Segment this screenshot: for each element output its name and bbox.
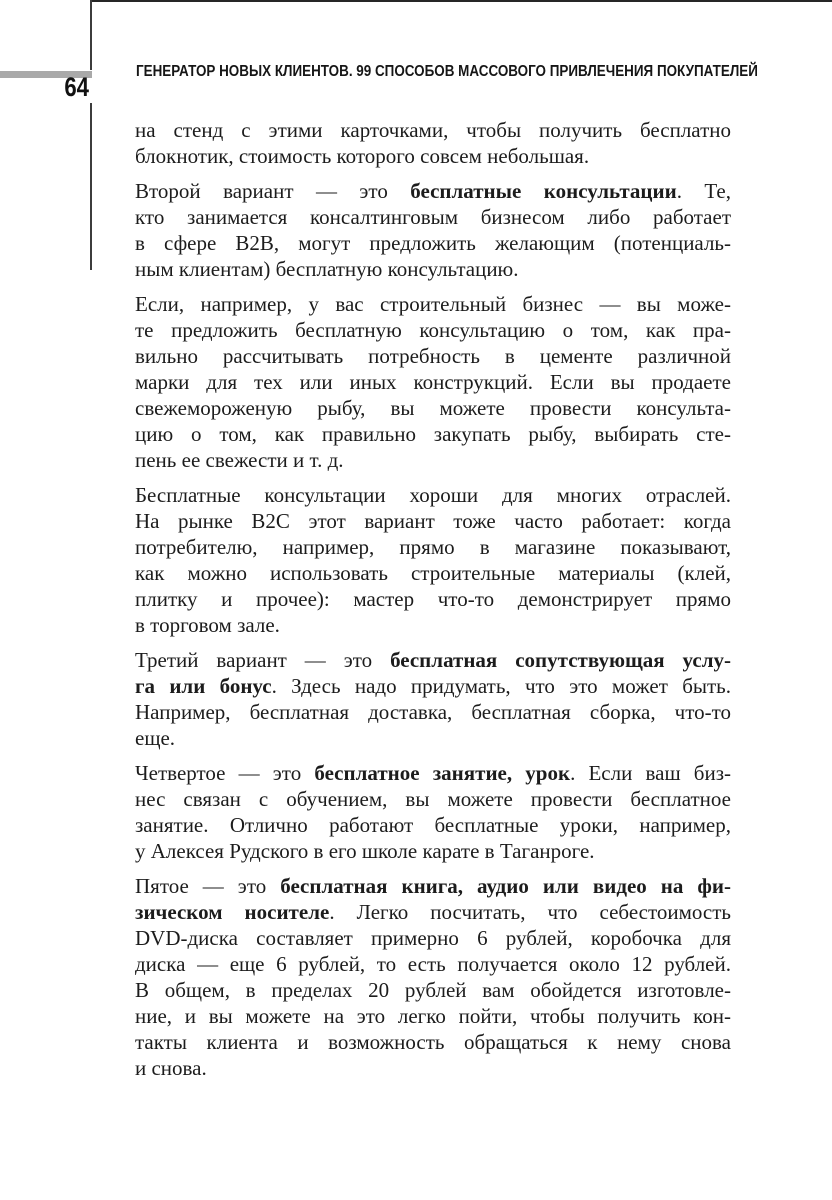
text-line: [135, 812, 731, 838]
text-run: кто занимается консалтинговым бизнесом либо работает: [135, 205, 731, 229]
text-run: свежемороженую рыбу, вы можете провести консульта-: [135, 396, 731, 420]
text-run: Бесплатные консультации хороши для многих отраслей.: [135, 483, 731, 507]
paragraph: [135, 873, 731, 1081]
bold-text-run: бесплатные консультации: [410, 179, 677, 203]
text-line: [135, 586, 731, 612]
text-line: [135, 230, 731, 256]
text-line: [135, 508, 731, 534]
text-line: [135, 143, 731, 169]
bold-text-run: га или бонус: [135, 674, 272, 698]
text-run: диска — еще 6 рублей, то есть получается около 12 рублей.: [135, 952, 731, 976]
paragraph: [135, 760, 731, 864]
paragraph: [135, 291, 731, 473]
text-line: [135, 612, 731, 638]
text-line: [135, 291, 731, 317]
text-run: такты клиента и возможность обращаться к нему снова: [135, 1030, 731, 1054]
bold-text-run: бесплатная сопутствующая услу-: [390, 648, 731, 672]
text-line: [135, 256, 731, 282]
text-line: [135, 560, 731, 586]
text-line: [135, 204, 731, 230]
text-run: Второй вариант — это: [135, 179, 411, 203]
text-line: [135, 369, 731, 395]
bold-text-run: зическом носителе: [135, 900, 330, 924]
text-line: [135, 977, 731, 1003]
text-run: цию о том, как правильно закупать рыбу, выбирать сте-: [135, 422, 731, 446]
text-line: [135, 760, 731, 786]
text-run: DVD-диска составляет примерно 6 рублей, коробочка для: [135, 926, 731, 950]
text-run: и снова.: [135, 1056, 207, 1080]
text-line: [135, 317, 731, 343]
text-run: В общем, в пределах 20 рублей вам обойдется изготовле-: [135, 978, 731, 1002]
text-run: занятие. Отлично работают бесплатные уроки, например,: [135, 813, 731, 837]
text-line: [135, 725, 731, 751]
text-run: ным клиентам) бесплатную консультацию.: [135, 257, 519, 281]
text-line: [135, 178, 731, 204]
text-run: как можно использовать строительные материалы (клей,: [135, 561, 731, 585]
text-run: Четвертое — это: [135, 761, 315, 785]
text-run: потребителю, например, прямо в магазине показывают,: [135, 535, 731, 559]
text-run: еще.: [135, 726, 176, 750]
text-line: [135, 1003, 731, 1029]
text-run: пень ее свежести и т. д.: [135, 448, 344, 472]
body-text: [135, 117, 731, 1090]
text-run: Например, бесплатная доставка, бесплатная сборка, что-то: [135, 700, 731, 724]
text-line: [135, 838, 731, 864]
text-run: Если, например, у вас строительный бизнес — вы може-: [135, 292, 731, 316]
text-run: в сфере B2B, могут предложить желающим (потенциаль-: [135, 231, 731, 255]
text-run: в торговом зале.: [135, 613, 280, 637]
bold-text-run: бесплатная книга, аудио или видео на фи-: [280, 874, 731, 898]
top-edge-scan-line: [91, 0, 832, 2]
text-run: блокнотик, стоимость которого совсем небольшая.: [135, 144, 590, 168]
text-line: [135, 395, 731, 421]
text-run: . Легко посчитать, что себестоимость: [329, 900, 732, 924]
text-line: [135, 899, 731, 925]
page-number: 64: [64, 72, 89, 102]
text-run: Третий вариант — это: [135, 648, 391, 672]
text-run: . Здесь надо придумать, что это может быть.: [271, 674, 731, 698]
text-line: [135, 647, 731, 673]
spine-rule-bottom-segment: [90, 103, 92, 270]
text-line: [135, 447, 731, 473]
text-run: плитку и прочее): мастер что-то демонстрирует прямо: [135, 587, 731, 611]
text-line: [135, 421, 731, 447]
text-run: . Те,: [676, 179, 731, 203]
running-header: ГЕНЕРАТОР НОВЫХ КЛИЕНТОВ. 99 СПОСОБОВ МАССОВОГО ПРИВЛЕЧЕНИЯ ПОКУПАТЕЛЕЙ: [136, 63, 758, 80]
paragraph: [135, 647, 731, 751]
spine-rule-top-segment: [90, 0, 92, 70]
text-run: марки для тех или иных конструкций. Если вы продаете: [135, 370, 731, 394]
text-line: [135, 117, 731, 143]
paragraph: [135, 178, 731, 282]
paragraph: [135, 482, 731, 638]
text-line: [135, 951, 731, 977]
text-line: [135, 1029, 731, 1055]
text-run: нес связан с обучением, вы можете провести бесплатное: [135, 787, 731, 811]
text-line: [135, 343, 731, 369]
text-line: [135, 786, 731, 812]
text-run: Пятое — это: [135, 874, 281, 898]
text-run: те предложить бесплатную консультацию о том, как пра-: [135, 318, 731, 342]
text-line: [135, 673, 731, 699]
text-run: на стенд с этими карточками, чтобы получить бесплатно: [135, 118, 731, 142]
text-run: . Если ваш биз-: [570, 761, 732, 785]
paragraph: [135, 117, 731, 169]
text-run: ние, и вы можете на это легко пойти, чтобы получить кон-: [135, 1004, 731, 1028]
text-run: у Алексея Рудского в его школе карате в Таганроге.: [135, 839, 595, 863]
text-line: [135, 873, 731, 899]
text-line: [135, 482, 731, 508]
text-run: вильно рассчитывать потребность в цементе различной: [135, 344, 731, 368]
text-line: [135, 534, 731, 560]
bold-text-run: бесплатное занятие, урок: [314, 761, 571, 785]
text-line: [135, 1055, 731, 1081]
text-line: [135, 925, 731, 951]
text-run: На рынке B2C этот вариант тоже часто работает: когда: [135, 509, 731, 533]
text-line: [135, 699, 731, 725]
